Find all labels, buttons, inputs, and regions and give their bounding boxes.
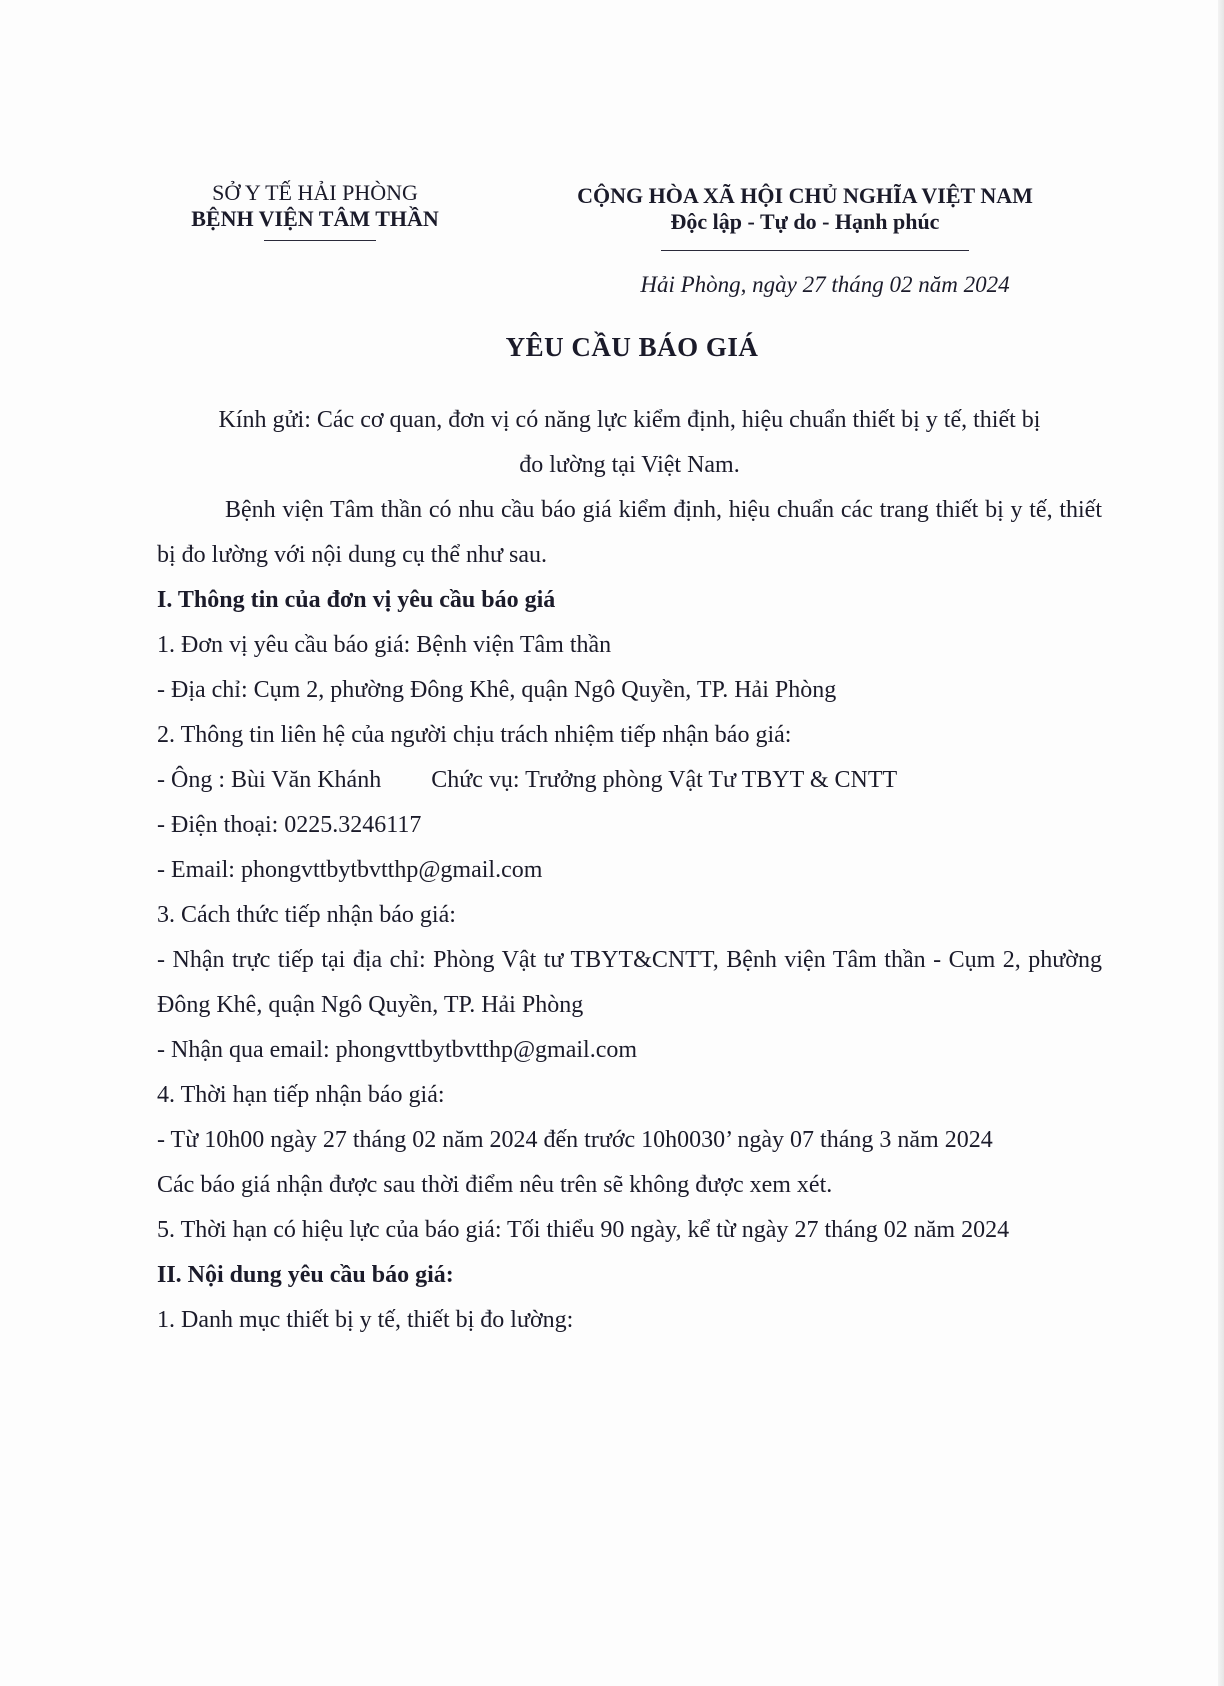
motto-underline bbox=[661, 250, 969, 251]
section-1-item-3: 3. Cách thức tiếp nhận báo giá: bbox=[157, 902, 456, 928]
address-line: - Địa chỉ: Cụm 2, phường Đông Khê, quận Ngô Quyền, TP. Hải Phòng bbox=[157, 677, 837, 703]
national-motto: Độc lập - Tự do - Hạnh phúc bbox=[670, 209, 940, 234]
scan-edge-shadow bbox=[1218, 0, 1224, 1686]
agency-header bbox=[150, 180, 480, 232]
national-header bbox=[540, 183, 1070, 235]
document-title: YÊU CẦU BÁO GIÁ bbox=[505, 332, 759, 362]
parent-agency: SỞ Y TẾ HẢI PHÒNG bbox=[212, 180, 418, 205]
salutation-line-2: đo lường tại Việt Nam. bbox=[519, 452, 740, 478]
contact-position: Chức vụ: Trưởng phòng Vật Tư TBYT & CNTT bbox=[431, 767, 898, 793]
contact-line bbox=[157, 758, 1102, 803]
section-2-item-1: 1. Danh mục thiết bị y tế, thiết bị đo lường: bbox=[157, 1307, 574, 1333]
national-name: CỘNG HÒA XÃ HỘI CHỦ NGHĨA VIỆT NAM bbox=[577, 183, 1033, 208]
section-1-item-4: 4. Thời hạn tiếp nhận báo giá: bbox=[157, 1082, 445, 1108]
email-receipt-line: - Nhận qua email: phongvttbytbvtthp@gmail.com bbox=[157, 1037, 638, 1063]
salutation-line-1: Kính gửi: Các cơ quan, đơn vị có năng lực kiểm định, hiệu chuẩn thiết bị y tế, thiết bị bbox=[218, 407, 1041, 433]
deadline-note: Các báo giá nhận được sau thời điểm nêu trên sẽ không được xem xét. bbox=[157, 1172, 833, 1198]
section-1-item-5: 5. Thời hạn có hiệu lực của báo giá: Tối thiểu 90 ngày, kể từ ngày 27 tháng 02 năm 2024 bbox=[157, 1217, 1010, 1243]
section-1-item-1: 1. Đơn vị yêu cầu báo giá: Bệnh viện Tâm thần bbox=[157, 632, 612, 658]
document-body bbox=[157, 398, 1102, 1343]
agency-underline bbox=[264, 240, 376, 241]
section-1-heading: I. Thông tin của đơn vị yêu cầu báo giá bbox=[157, 587, 556, 613]
deadline-line: - Từ 10h00 ngày 27 tháng 02 năm 2024 đến trước 10h0030’ ngày 07 tháng 3 năm 2024 bbox=[157, 1127, 993, 1153]
intro-paragraph: Bệnh viện Tâm thần có nhu cầu báo giá kiểm định, hiệu chuẩn các trang thiết bị y tế, thiết bị đo lường với nội dung cụ thể như sau. bbox=[157, 497, 1102, 568]
contact-name: - Ông : Bùi Văn Khánh bbox=[157, 767, 382, 793]
date-line: Hải Phòng, ngày 27 tháng 02 năm 2024 bbox=[640, 272, 1010, 297]
phone-line: - Điện thoại: 0225.3246117 bbox=[157, 812, 422, 838]
direct-receipt-line: - Nhận trực tiếp tại địa chỉ: Phòng Vật tư TBYT&CNTT, Bệnh viện Tâm thần - Cụm 2, phường Đông Khê, quận Ngô Quyền, TP. Hải Phòng bbox=[157, 947, 1102, 1018]
section-1-item-2: 2. Thông tin liên hệ của người chịu trách nhiệm tiếp nhận báo giá: bbox=[157, 722, 792, 748]
issuing-agency: BỆNH VIỆN TÂM THẦN bbox=[191, 206, 439, 231]
section-2-heading: II. Nội dung yêu cầu báo giá: bbox=[157, 1262, 454, 1288]
email-line: - Email: phongvttbytbvtthp@gmail.com bbox=[157, 857, 543, 883]
